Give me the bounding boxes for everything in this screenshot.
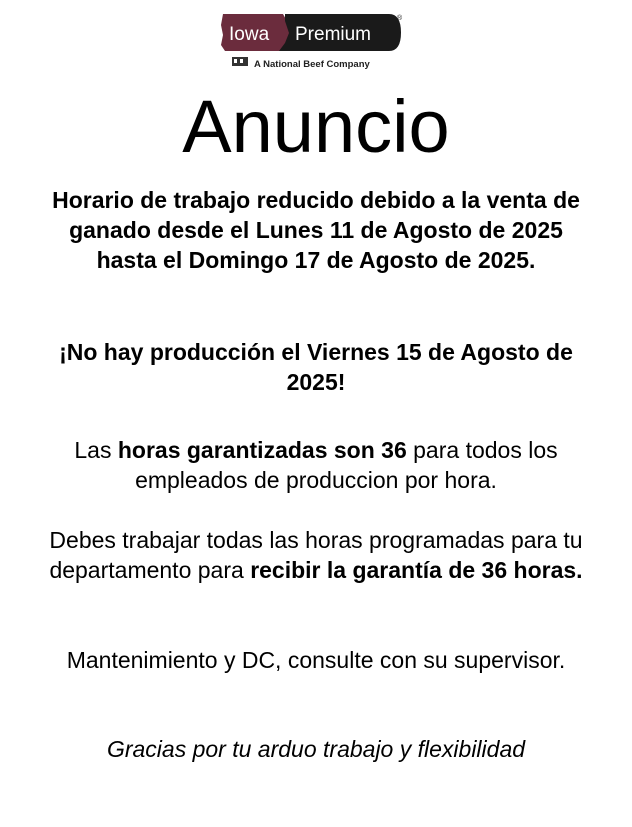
work-requirement-notice (40, 525, 592, 585)
thank-you-message: Gracias por tu arduo trabajo y flexibilidad (106, 736, 526, 762)
work-requirement-bold: recibir la garantía de 36 horas. (250, 557, 583, 583)
guaranteed-hours-post: para todos los empleados de produccion por hora. (135, 437, 558, 493)
guaranteed-hours-bold: horas garantizadas son 36 (117, 437, 407, 463)
cattle-emblem-icon (232, 57, 248, 66)
logo-brand-left: Iowa (229, 24, 270, 45)
iowa-premium-logo-graphic (221, 11, 411, 69)
logo-tagline: A National Beef Company (254, 59, 370, 69)
no-production-notice: ¡No hay producción el Viernes 15 de Agosto de 2025! (59, 339, 573, 395)
page-title: Anuncio (182, 85, 450, 168)
work-requirement-pre: Debes trabajar todas las horas programadas para tu departamento para (49, 527, 583, 583)
iowa-premium-logo (221, 11, 411, 69)
maintenance-dc-notice: Mantenimiento y DC, consulte con su supervisor. (66, 647, 566, 673)
logo-brand-right: Premium (295, 24, 372, 45)
guaranteed-hours-notice (40, 435, 592, 495)
registered-mark: ® (397, 15, 403, 22)
guaranteed-hours-pre: Las (74, 437, 118, 463)
reduced-schedule-notice: Horario de trabajo reducido debido a la venta de ganado desde el Lunes 11 de Agosto de 2025 hasta el Domingo 17 de Agosto de 2025. (52, 187, 580, 273)
